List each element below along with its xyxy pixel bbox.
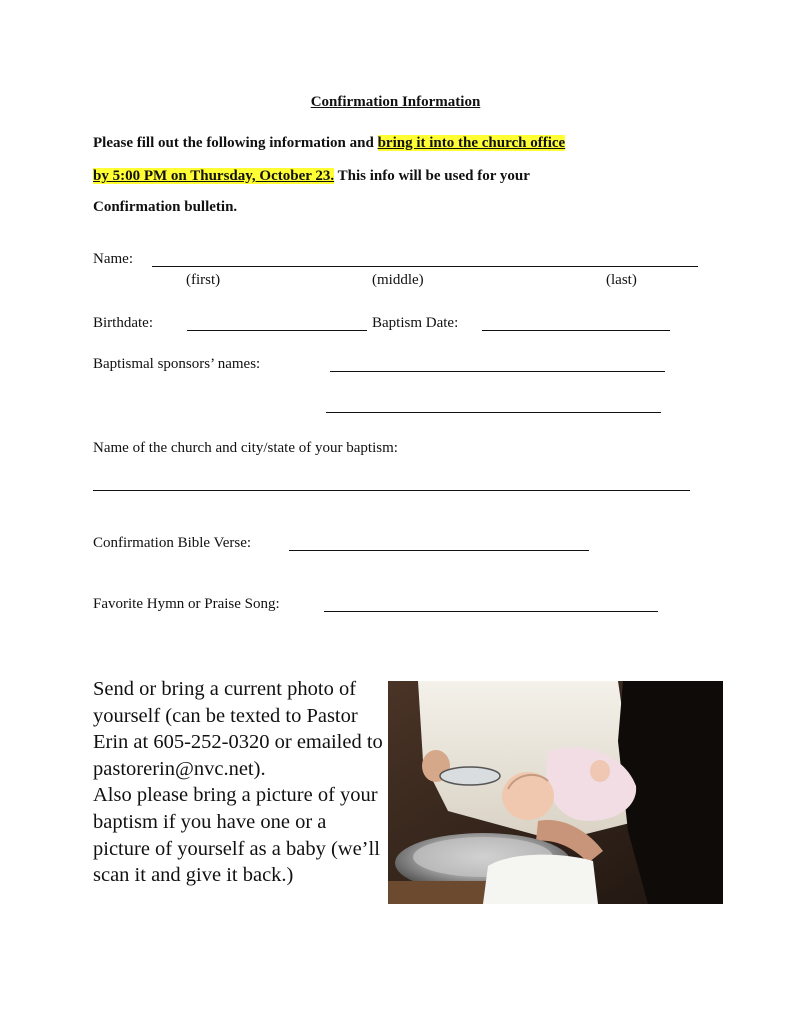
baptism-date-field-line[interactable] — [482, 330, 670, 331]
deadline-highlight: by 5:00 PM on Thursday, October 23. — [93, 168, 335, 184]
name-middle-caption: (middle) — [372, 272, 424, 288]
church-label: Name of the church and city/state of your baptism: — [93, 440, 398, 456]
photo-request-paragraph-2: Also please bring a picture of your baptism if you have one or a picture of yourself as a baby (we’ll scan it and give it back.) — [93, 784, 380, 887]
birthdate-field-line[interactable] — [187, 330, 367, 331]
photo-request — [93, 676, 383, 889]
birthdate-label: Birthdate: — [93, 315, 153, 331]
instructions-text: Please fill out the following information and — [93, 135, 378, 151]
church-field-line[interactable] — [93, 490, 690, 491]
instructions-line-1 — [93, 135, 693, 152]
instructions-text: This info will be used for your — [334, 168, 530, 184]
photo-request-paragraph-1: Send or bring a current photo of yourself (can be texted to Pastor Erin at 605-252-0320 or emailed to pastorerin@nvc.net). — [93, 678, 383, 780]
name-label: Name: — [93, 251, 133, 267]
page-title: Confirmation Information — [310, 94, 481, 110]
baptism-date-label: Baptism Date: — [372, 315, 459, 331]
instructions-highlight: bring it into the church office — [377, 135, 566, 151]
verse-field-line[interactable] — [289, 550, 589, 551]
name-first-caption: (first) — [186, 272, 221, 288]
hymn-label: Favorite Hymn or Praise Song: — [93, 596, 280, 612]
sponsors-label: Baptismal sponsors’ names: — [93, 356, 261, 372]
sponsor-2-field-line[interactable] — [326, 412, 661, 413]
sponsor-1-field-line[interactable] — [330, 371, 665, 372]
instructions-line-3: Confirmation bulletin. — [93, 199, 238, 215]
hymn-field-line[interactable] — [324, 611, 658, 612]
baptism-photo — [388, 681, 723, 904]
name-last-caption: (last) — [606, 272, 637, 288]
instructions-line-2 — [93, 168, 693, 185]
name-field-line[interactable] — [152, 266, 698, 267]
verse-label: Confirmation Bible Verse: — [93, 535, 252, 551]
